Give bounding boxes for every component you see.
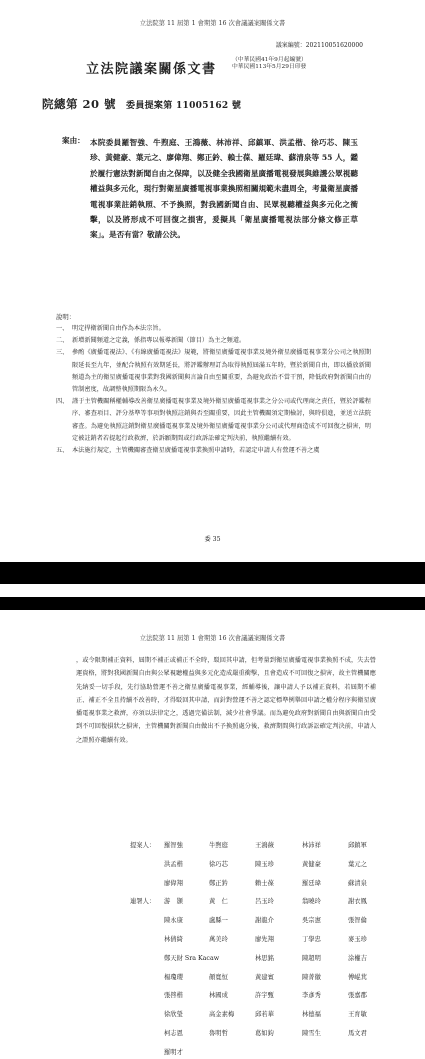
cosigner-name: 涂權吉: [348, 954, 367, 962]
general-reference-number: 院總第 20 號: [42, 97, 117, 111]
explanation-item: [56, 396, 371, 445]
cosigner-name: 王育敏: [348, 1011, 367, 1019]
cosigner-name: 柯志恩: [164, 1030, 183, 1037]
page-separator-band: [0, 562, 425, 584]
cosigner-name: 林思銘: [255, 954, 274, 962]
cosigner-name: 鄭天財 Sra Kacaw: [164, 954, 220, 962]
cosigner-name: 麥玉珍: [348, 936, 367, 943]
bill-number: 議案編號：202110051620000: [275, 42, 363, 49]
running-header: 立法院第 11 屆第 1 會期第 16 次會議議案關係文書: [139, 635, 286, 642]
registration-note-line: （中華民國41年9月起編號）: [232, 57, 307, 63]
proposer-name: 羅廷瑋: [302, 879, 321, 887]
cosigner-name: 陳菁徽: [302, 973, 321, 981]
cosigner-name: 傅崐萁: [348, 973, 367, 981]
cosigner-name: 張啓楷: [164, 992, 183, 1000]
cosigners-row: [130, 953, 390, 965]
cosigner-name: 葛如鈞: [255, 1030, 274, 1037]
proposer-name: 鄭正鈐: [209, 879, 228, 887]
explanation-item-number: 五、: [56, 447, 69, 455]
cosigner-name: 陳超明: [302, 954, 321, 962]
cosigner-name: 游 顥: [164, 898, 183, 906]
cosigner-name: 李彥秀: [302, 992, 321, 1000]
explanation-item: [56, 347, 371, 396]
cosigner-name: 丁學忠: [302, 936, 321, 943]
cosigner-name: 陳雪生: [302, 1030, 321, 1037]
proposer-name: 王鴻薇: [255, 842, 274, 849]
cosigner-name: 高金素梅: [209, 1011, 235, 1019]
cosigner-name: 黃 仁: [209, 898, 228, 906]
cosigners-row: [130, 934, 390, 946]
cosigner-name: 黃建賓: [255, 973, 274, 981]
explanation-list: [56, 323, 371, 457]
cosigner-name: 林倩綺: [164, 936, 183, 943]
cosigner-name: 張智倫: [348, 917, 367, 925]
cosigners-row: [130, 1047, 390, 1059]
proposer-name: 蘇清泉: [348, 879, 367, 887]
cosigners-row: [130, 972, 390, 984]
explanation-item-number: 三、: [56, 349, 69, 357]
cosigners-row: [130, 990, 390, 1002]
proposer-name: 黃健豪: [302, 860, 321, 868]
cosigner-name: 陳永康: [164, 917, 183, 925]
cosigner-name: 謝龍介: [255, 917, 274, 925]
cosigner-name: 許宇甄: [255, 992, 274, 1000]
proposer-name: 洪孟楷: [164, 860, 183, 868]
proposers-row: [130, 840, 390, 852]
cosigners-row: [130, 915, 390, 927]
cosigner-name: 廖先翔: [255, 936, 274, 943]
proposers-label: 提案人：: [130, 842, 156, 849]
cosigners-row: [130, 1009, 390, 1021]
document-title: 立法院議案關係文書: [86, 62, 217, 77]
proposer-name: 羅智強: [164, 842, 183, 849]
proposers-row: [130, 859, 390, 871]
reference-line: [42, 96, 241, 112]
explanation-item: [56, 335, 371, 347]
page-separator-band: [0, 597, 425, 611]
cosigners-label: 連署人：: [130, 898, 156, 906]
proposer-name: 牛煦庭: [209, 842, 228, 849]
proposer-name: 陳玉珍: [255, 860, 274, 868]
cosigner-name: 林德福: [302, 1011, 321, 1019]
cosigner-name: 徐欣瑩: [164, 1011, 183, 1019]
registration-note: [232, 57, 307, 71]
member-proposal-number: 委員提案第 11005162 號: [126, 101, 242, 111]
running-header: 立法院第 11 屆第 1 會期第 16 次會議議案關係文書: [139, 20, 286, 27]
cosigner-name: 張嘉郡: [348, 992, 367, 1000]
cosigner-name: 魯明哲: [209, 1030, 228, 1037]
explanation-item-text: 參酌《廣播電視法》、《有線廣播電視法》規範，將衛星廣播電視事業及境外衛星廣播電視事業分公司之執照期限延長至九年，並配合執照有效期延長，將評鑑辦理訂為取得執照屆滿五年時，暨於新聞自由，即以播放新聞頻道為主的衛星廣播電視事業對我國新聞與言論自由至關重要，為避免政治不當干預，降低政府對新聞自由的管制密度，故調整執照期限為永久。: [72, 349, 371, 394]
explanation-item-number: 四、: [56, 398, 69, 406]
proposer-name: 賴士葆: [255, 879, 274, 887]
proposer-name: 徐巧芯: [209, 860, 228, 868]
explanation-item-text: 謹于主管機關稱權輔導改善衛星廣播電視事業及境外衛星廣播電視事業之分公司或代理商之責任，暨於評鑑程序、審查項目、評分基準等事項對執照註銷與否至關重要，因此主管機關須定期檢討，與時俱進，並送立法院審查。為避免執照註銷對衛星廣播電視事業及境外衛星廣播電視事業分公司或代理商造成不可回復之損害，明定被註銷者若提起行政救濟，於訴願期間或行政訴訟確定判決前，執照繼續有效。: [72, 398, 371, 442]
cosigner-name: 呂玉玲: [255, 898, 274, 906]
cosigners-row: [130, 1028, 390, 1040]
cosigners-row: [130, 896, 390, 908]
explanation-item: [56, 323, 371, 335]
continued-explanation-text: ，或令限期補正資料，屆期不補正或補正不全時，駁回其申請，但考量到衛星廣播電視事業換照不成，失去營運資格，將對我國新聞自由與公眾視聽權益與多元化造成嚴重衝擊，且會造成不可回復之損害，故主管機關應先納妥一切手段，先行協助營運不善之衛星廣播電視事業，經輔導後，讓申請人予以補正資料，若屆期不補正、補正不全且持續不改善時，才得駁回其申請，而針對營運不善之認定標準例舉回申請之權分程序與衛星廣播電視事業之救濟，亦須以法律定之，透過完備法制，減少社會爭議。而為避免政府對新聞自由與新聞自由受到不可回復損狀之損害，主管機關對新聞自由做出不予換照處分後，救濟期間與行政訴訟確定判決前，申請人之證照亦繼續有效。: [76, 657, 376, 744]
cosigner-name: 翁曉玲: [302, 898, 321, 906]
explanation-item-number: 一、: [56, 325, 69, 332]
cosigner-name: 吳宗憲: [302, 917, 321, 925]
cosigner-name: 林國成: [209, 992, 228, 1000]
proposer-name: 葉元之: [348, 860, 367, 868]
proposer-name: 廖偉翔: [164, 879, 183, 887]
cosigner-name: 萬美玲: [209, 936, 228, 943]
subject-text: 本院委員羅智強、牛煦庭、王鴻薇、林沛祥、邱鎮軍、洪孟楷、徐巧芯、陳玉珍、黃健豪、葉元之、廖偉翔、鄭正鈐、賴士葆、羅廷瑋、蘇清泉等 55 人，鑑於履行憲法對新聞自由之保障，以及健全我國衛星廣播電視發展與維護公眾視聽權益與多元化，現行對衛星廣播電視事業換照相關規範未盡周全，考量衛星廣播電視事業註銷執照、不予換照，對我國新聞自由、民眾視聽權益與多元化之衝擊，以及將形成不可回復之損害，爰擬具「衛星廣播電視法部分條文修正草案」。是否有當？敬請公決。: [90, 138, 358, 240]
proposer-name: 邱鎮軍: [348, 842, 367, 849]
cosigner-name: 謝衣鳯: [348, 898, 367, 906]
explanation-item-text: 本法施行規定，主管機關審查衛星廣播電視事業換照申請時，若認定申請人有營運不善之虞: [72, 447, 320, 455]
cosigner-name: 羅明才: [164, 1048, 183, 1056]
explanation-label: 說明：: [56, 313, 76, 321]
explanation-item-text: 新增新聞頻道之定義，係指專以報導新聞（節目）為主之頻道。: [72, 337, 246, 345]
cosigner-name: 盧縣一: [209, 917, 228, 925]
explanation-item-text: 明定捍衛新聞自由作為本法宗旨。: [72, 325, 165, 332]
subject-label: 案由：: [62, 136, 85, 145]
cosigner-name: 邱若華: [255, 1011, 274, 1019]
proposer-name: 林沛祥: [302, 842, 321, 849]
print-date-line: 中華民國113年5月29日印發: [232, 64, 307, 70]
cosigner-name: 顏寬恒: [209, 973, 228, 981]
explanation-item-number: 二、: [56, 337, 69, 345]
cosigner-name: 馬文君: [348, 1030, 367, 1037]
proposers-row: [130, 878, 390, 890]
cosigner-name: 楊瓊瓔: [164, 973, 183, 981]
explanation-item: [56, 445, 371, 457]
page-number: 委 35: [204, 536, 221, 543]
